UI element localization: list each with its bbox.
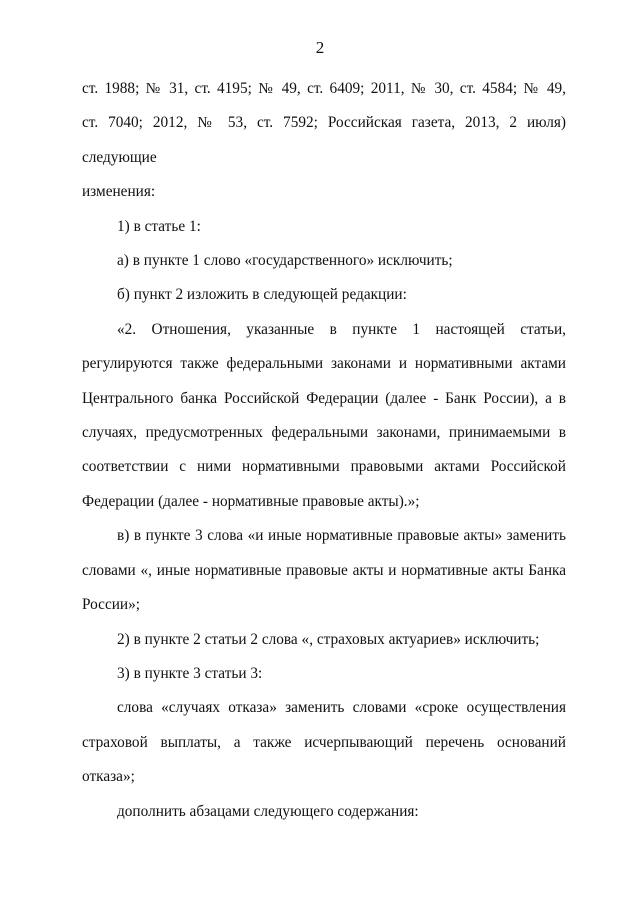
paragraph-item-1v: в) в пункте 3 слова «и иные нормативные правовые акты» заменить словами «, иные нормативные правовые акты и нормативные акты Банка России»; bbox=[82, 527, 566, 614]
paragraph-citation-line-2: ст. 7040; 2012, № 53, ст. 7592; Российская газета, 2013, 2 июля) следующие bbox=[82, 114, 566, 166]
paragraph-item-1b: б) пункт 2 изложить в следующей редакции: bbox=[117, 286, 407, 304]
paragraph-item-2: 2) в пункте 2 статьи 2 слова «, страховых актуариев» исключить; bbox=[117, 630, 540, 648]
document-body bbox=[82, 72, 566, 829]
paragraph-new-point-2: «2. Отношения, указанные в пункте 1 настоящей статьи, регулируются также федеральными законами и нормативными актами Центрального банка Российской Федерации (далее - Банк России), а в случаях, предусмотренных федеральными законами, принимаемыми в соответствии с ними нормативными правовыми актами Российской Федерации (далее - нормативные правовые акты).»; bbox=[82, 320, 566, 510]
paragraph-item-3-supplement: дополнить абзацами следующего содержания: bbox=[117, 802, 419, 820]
paragraph-item-3: 3) в пункте 3 статьи 3: bbox=[117, 664, 263, 682]
paragraph-item-1a: а) в пункте 1 слово «государственного» исключить; bbox=[117, 252, 453, 270]
paragraph-item-1: 1) в статье 1: bbox=[117, 217, 201, 235]
paragraph-citation-line-3: изменения: bbox=[82, 183, 156, 201]
paragraph-item-3-replace: слова «случаях отказа» заменить словами «сроке осуществления страховой выплаты, а также исчерпывающий перечень оснований отказа»; bbox=[82, 699, 566, 786]
paragraph-citation-line-1: ст. 1988; № 31, ст. 4195; № 49, ст. 6409; 2011, № 30, ст. 4584; № 49, bbox=[82, 80, 566, 97]
page-number: 2 bbox=[315, 38, 325, 57]
